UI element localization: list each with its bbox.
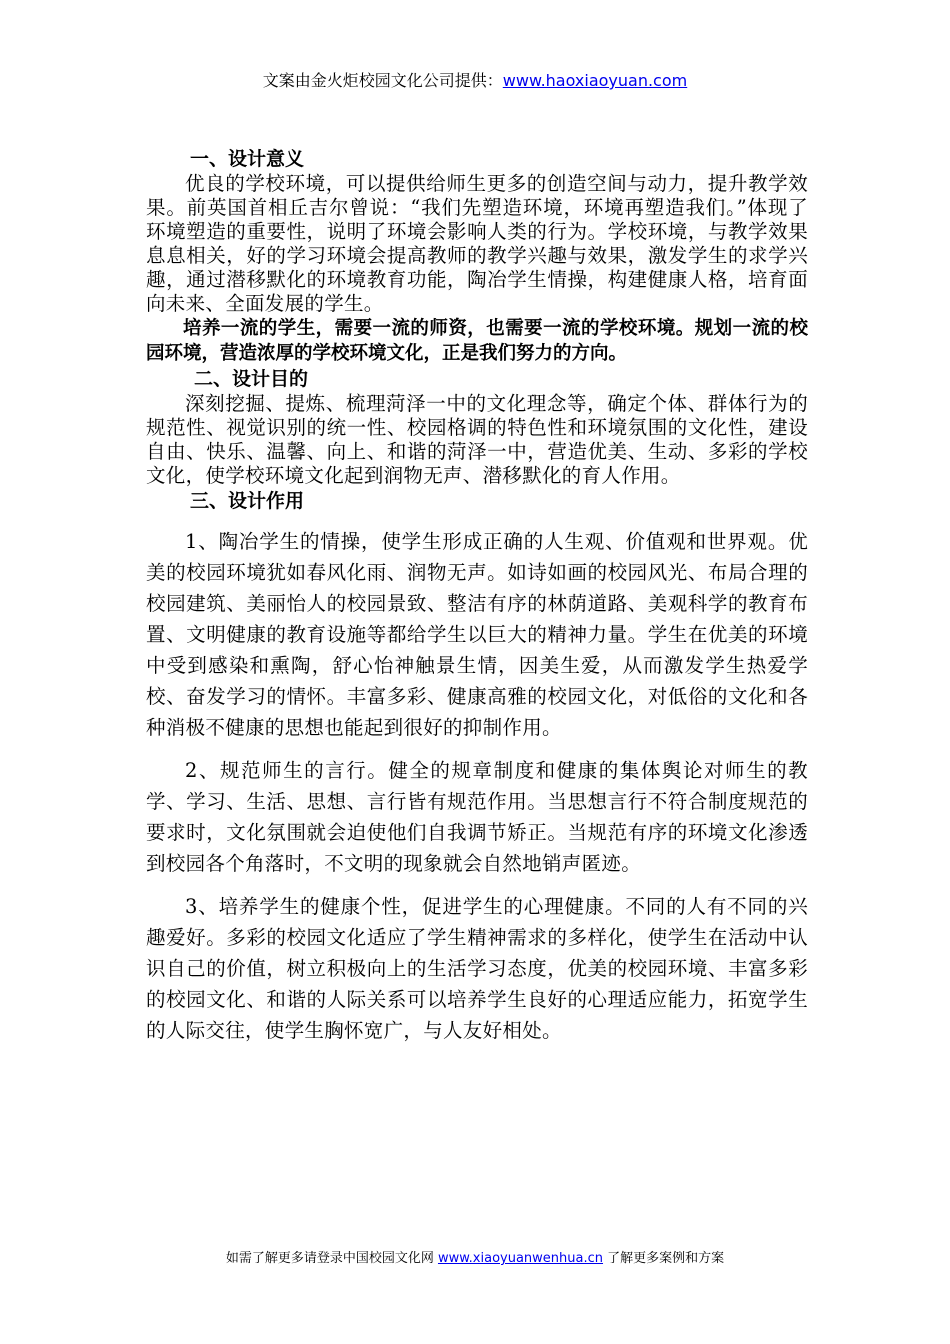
footer-text: 如需了解更多请登录中国校园文化网 (225, 1251, 434, 1266)
section-3-title: 三、设计作用 (190, 490, 305, 512)
section-1-bold-paragraph: 培养一流的学生，需要一流的师资，也需要一流的学校环境。规划一流的校园环境，营造浓厚的学校环境文化，正是我们努力的方向。 (146, 318, 808, 364)
section-3-paragraph-3: 3、培养学生的健康个性，促进学生的心理健康。不同的人有不同的兴趣爱好。多彩的校园文化适应了学生精神需求的多样化，使学生在活动中认识自己的价值，树立积极向上的生活学习态度，优美的校园环境、丰富多彩的校园文化、和谐的人际关系可以培养学生良好的心理适应能力，拓宽学生的人际交往，使学生胸怀宽广，与人友好相处。 (146, 895, 808, 1042)
section-1-paragraph: 优良的学校环境，可以提供给师生更多的创造空间与动力，提升教学效果。前英国首相丘吉尔曾说：“我们先塑造环境，环境再塑造我们。”体现了环境塑造的重要性，说明了环境会影响人类的行为。学校环境，与教学效果息息相关，好的学习环境会提高教师的教学兴趣与效果，激发学生的求学兴趣，通过潜移默化的环境教育功能，陶冶学生情操，构建健康人格，培育面向未来、全面发展的学生。 (146, 172, 808, 315)
document-body (146, 146, 808, 1046)
page-header (0, 68, 950, 91)
page-footer (0, 1247, 950, 1266)
section-3-paragraph-2: 2、规范师生的言行。健全的规章制度和健康的集体舆论对师生的教学、学习、生活、思想、言行皆有规范作用。当思想言行不符合制度规范的要求时，文化氛围就会迫使他们自我调节矫正。当规范有序的环境文化渗透到校园各个角落时，不文明的现象就会自然地销声匿迹。 (146, 759, 808, 875)
header-link[interactable]: www.haoxiaoyuan.com (502, 71, 688, 90)
header-text: 文案由金火炬校园文化公司提供： (262, 71, 503, 90)
section-1-title: 一、设计意义 (190, 148, 305, 170)
section-2-title: 二、设计目的 (194, 368, 309, 390)
footer-suffix: 了解更多案例和方案 (607, 1251, 725, 1266)
section-3-paragraph-1: 1、陶冶学生的情操，使学生形成正确的人生观、价值观和世界观。优美的校园环境犹如春风化雨、润物无声。如诗如画的校园风光、布局合理的校园建筑、美丽怡人的校园景致、整洁有序的林荫道路、美观科学的教育布置、文明健康的教育设施等都给学生以巨大的精神力量。学生在优美的环境中受到感染和熏陶，舒心怡神触景生情，因美生爱，从而激发学生热爱学校、奋发学习的情怀。丰富多彩、健康高雅的校园文化，对低俗的文化和各种消极不健康的思想也能起到很好的抑制作用。 (146, 530, 808, 739)
footer-link[interactable]: www.xiaoyuanwenhua.cn (437, 1251, 604, 1266)
section-2-paragraph: 深刻挖掘、提炼、梳理菏泽一中的文化理念等，确定个体、群体行为的规范性、视觉识别的统一性、校园格调的特色性和环境氛围的文化性，建设自由、快乐、温馨、向上、和谐的菏泽一中，营造优美、生动、多彩的学校文化，使学校环境文化起到润物无声、潜移默化的育人作用。 (146, 392, 808, 487)
